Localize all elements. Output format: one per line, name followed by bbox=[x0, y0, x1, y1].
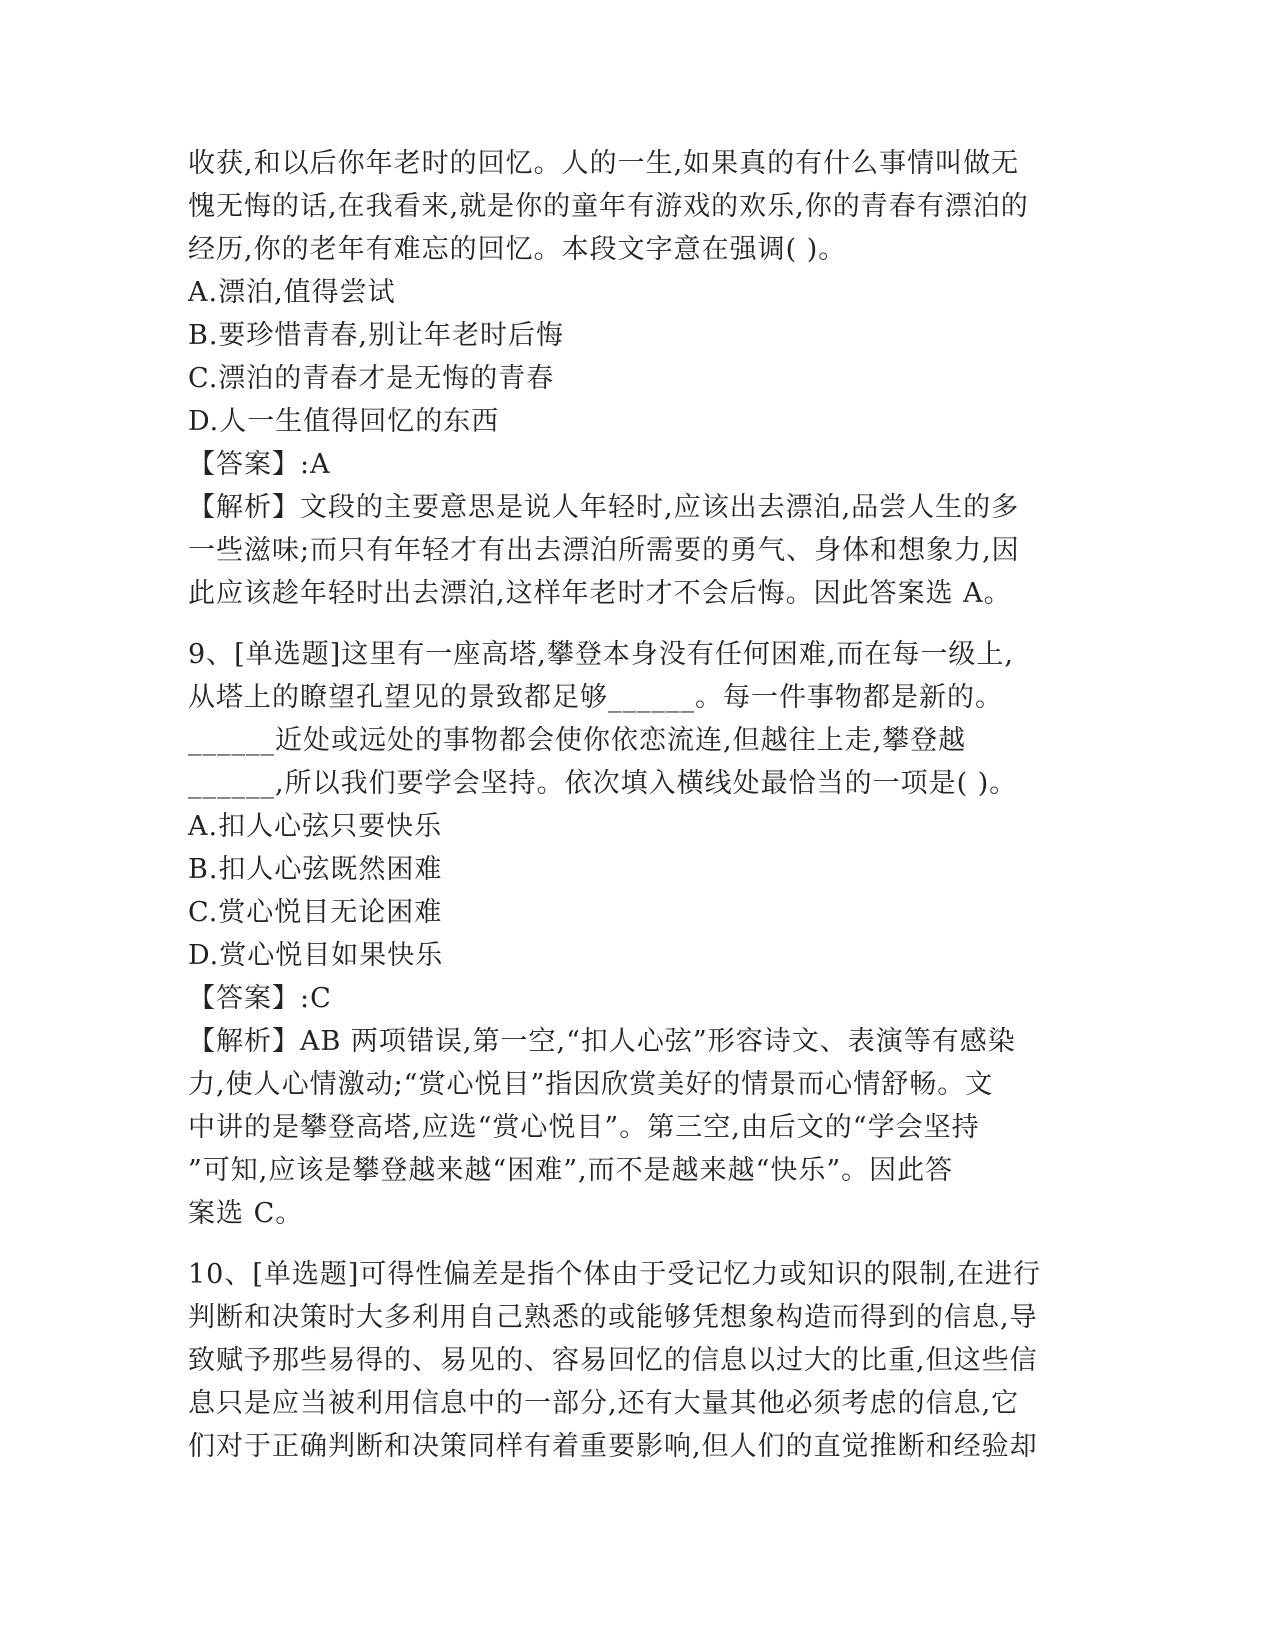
option-c: C.赏心悦目无论困难 bbox=[188, 897, 443, 928]
question-stem-line: 们对于正确判断和决策同样有着重要影响,但人们的直觉推断和经验却 bbox=[188, 1431, 1038, 1462]
question-stem-line: 9、[单选题]这里有一座高塔,攀登本身没有任何困难,而在每一级上, bbox=[188, 639, 1014, 670]
question-stem-line: 经历,你的老年有难忘的回忆。本段文字意在强调( )。 bbox=[188, 234, 847, 265]
analysis-line: 【解析】文段的主要意思是说人年轻时,应该出去漂泊,品尝人生的多 bbox=[188, 492, 1020, 523]
question-10-block bbox=[188, 1253, 1078, 1468]
option-c: C.漂泊的青春才是无悔的青春 bbox=[188, 363, 555, 394]
question-stem-line: 10、[单选题]可得性偏差是指个体由于受记忆力或知识的限制,在进行 bbox=[188, 1259, 1042, 1290]
analysis-line: 【解析】AB 两项错误,第一空,“扣人心弦”形容诗文、表演等有感染 bbox=[188, 1026, 1016, 1057]
analysis-line: 中讲的是攀登高塔,应选“赏心悦目”。第三空,由后文的“学会坚持 bbox=[188, 1112, 980, 1143]
question-8-block bbox=[188, 142, 1078, 615]
answer-line: 【答案】:C bbox=[188, 983, 332, 1014]
question-spacer bbox=[188, 1235, 1078, 1253]
option-a: A.漂泊,值得尝试 bbox=[188, 277, 396, 308]
option-d: D.赏心悦目如果快乐 bbox=[188, 940, 444, 971]
analysis-line: 一些滋味;而只有年轻才有出去漂泊所需要的勇气、身体和想象力,因 bbox=[188, 535, 1020, 566]
option-d: D.人一生值得回忆的东西 bbox=[188, 406, 500, 437]
question-stem-line: ______,所以我们要学会坚持。依次填入横线处最恰当的一项是( )。 bbox=[188, 768, 1018, 799]
question-stem-line: 愧无悔的话,在我看来,就是你的童年有游戏的欢乐,你的青春有漂泊的 bbox=[188, 191, 1029, 222]
question-stem-line: 息只是应当被利用信息中的一部分,还有大量其他必须考虑的信息,它 bbox=[188, 1388, 1020, 1419]
option-b: B.要珍惜青春,别让年老时后悔 bbox=[188, 320, 565, 351]
analysis-line: 力,使人心情激动;“赏心悦目”指因欣赏美好的情景而心情舒畅。文 bbox=[188, 1069, 994, 1100]
answer-line: 【答案】:A bbox=[188, 449, 331, 480]
question-stem-line: 从塔上的瞭望孔望见的景致都足够______。每一件事物都是新的。 bbox=[188, 682, 1003, 713]
question-stem-line: 致赋予那些易得的、易见的、容易回忆的信息以过大的比重,但这些信 bbox=[188, 1345, 1038, 1376]
question-9-block bbox=[188, 633, 1078, 1235]
question-spacer bbox=[188, 615, 1078, 633]
analysis-line: 案选 C。 bbox=[188, 1198, 304, 1229]
question-stem-line: ______近处或远处的事物都会使你依恋流连,但越往上走,攀登越 bbox=[188, 725, 967, 756]
analysis-line: ”可知,应该是攀登越来越“困难”,而不是越来越“快乐”。因此答 bbox=[188, 1155, 954, 1186]
analysis-line: 此应该趁年轻时出去漂泊,这样年老时才不会后悔。因此答案选 A。 bbox=[188, 578, 1012, 609]
question-stem-line: 判断和决策时大多利用自己熟悉的或能够凭想象构造而得到的信息,导 bbox=[188, 1302, 1038, 1333]
question-stem-line: 收获,和以后你年老时的回忆。人的一生,如果真的有什么事情叫做无 bbox=[188, 148, 1020, 179]
option-b: B.扣人心弦既然困难 bbox=[188, 854, 443, 885]
option-a: A.扣人心弦只要快乐 bbox=[188, 811, 443, 842]
document-page bbox=[188, 142, 1078, 1468]
